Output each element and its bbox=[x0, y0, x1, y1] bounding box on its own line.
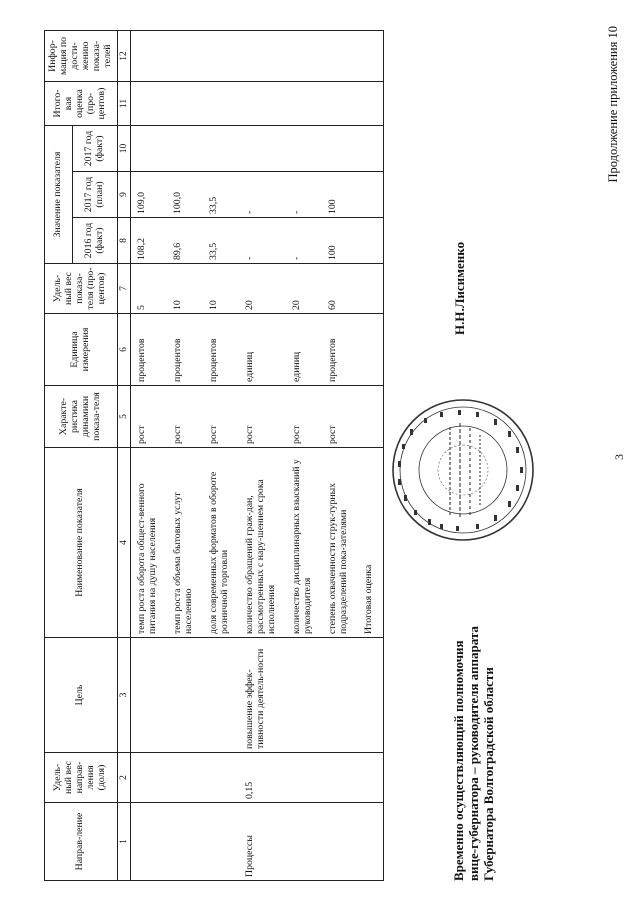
table-cell bbox=[358, 314, 383, 386]
column-number-cell: 6 bbox=[117, 314, 131, 386]
table-row bbox=[167, 31, 203, 881]
column-number-cell: 11 bbox=[117, 82, 131, 126]
table-cell: 5 bbox=[131, 264, 167, 314]
table-cell bbox=[239, 31, 286, 82]
column-number-cell: 7 bbox=[117, 264, 131, 314]
header-cell: 2017 год (план) bbox=[72, 172, 117, 218]
header-cell: Удель-ный вес показа-теля (про-центов) bbox=[45, 264, 118, 314]
table-cell: 33,5 bbox=[203, 218, 239, 264]
table-cell bbox=[322, 31, 358, 82]
table-cell: доля современных форматов в обороте розничной торговли bbox=[203, 448, 239, 638]
table-cell bbox=[358, 638, 383, 753]
table-cell bbox=[286, 753, 322, 803]
table-row bbox=[286, 31, 322, 881]
table-cell: рост bbox=[286, 386, 322, 448]
table-row bbox=[358, 31, 383, 881]
table-cell: повышение эффек-тивности деятель-ности bbox=[239, 638, 286, 753]
table-cell: 109,0 bbox=[131, 172, 167, 218]
header-cell: Удель-ный вес направ-ления (доля) bbox=[45, 753, 118, 803]
table-cell bbox=[131, 803, 167, 881]
table-cell: процентов bbox=[203, 314, 239, 386]
table-cell: 20 bbox=[239, 264, 286, 314]
table-cell bbox=[239, 126, 286, 172]
header-cell: Характе-ристика динамики показа-теля bbox=[45, 386, 118, 448]
table-row bbox=[239, 31, 286, 881]
table-cell bbox=[358, 803, 383, 881]
table-cell: - bbox=[239, 218, 286, 264]
header-cell: Цель bbox=[45, 638, 118, 753]
column-number-cell: 8 bbox=[117, 218, 131, 264]
table-cell bbox=[239, 82, 286, 126]
table-cell bbox=[203, 638, 239, 753]
table-cell: - bbox=[286, 172, 322, 218]
header-cell: Направ-ление bbox=[45, 803, 118, 881]
table-cell: - bbox=[286, 218, 322, 264]
table-cell: Процессы bbox=[239, 803, 286, 881]
table-cell bbox=[358, 31, 383, 82]
table-cell: темп роста объема бытовых услуг населению bbox=[167, 448, 203, 638]
table-cell: 100 bbox=[322, 218, 358, 264]
table-cell bbox=[322, 803, 358, 881]
table-row bbox=[131, 31, 167, 881]
table-cell: рост bbox=[239, 386, 286, 448]
table-cell: 60 bbox=[322, 264, 358, 314]
table-cell: Итоговая оценка bbox=[358, 448, 383, 638]
table-cell: 20 bbox=[286, 264, 322, 314]
table-cell bbox=[167, 638, 203, 753]
header-cell: 2017 год (факт) bbox=[72, 126, 117, 172]
table-cell: рост bbox=[167, 386, 203, 448]
column-number-cell: 12 bbox=[117, 31, 131, 82]
table-cell: процентов bbox=[167, 314, 203, 386]
header-row bbox=[45, 31, 73, 881]
table-row bbox=[322, 31, 358, 881]
table-cell: единиц bbox=[286, 314, 322, 386]
signature-line: Губернатора Волгоградской области bbox=[480, 667, 496, 881]
table-cell bbox=[203, 31, 239, 82]
table-cell bbox=[358, 753, 383, 803]
table-cell bbox=[322, 753, 358, 803]
table-cell: 0,15 bbox=[239, 753, 286, 803]
table-cell: единиц bbox=[239, 314, 286, 386]
table-cell: 100,0 bbox=[167, 172, 203, 218]
column-number-cell: 2 bbox=[117, 753, 131, 803]
column-number-cell: 9 bbox=[117, 172, 131, 218]
official-seal-icon bbox=[388, 395, 538, 545]
table-cell bbox=[358, 126, 383, 172]
table-cell bbox=[167, 126, 203, 172]
table-cell: процентов bbox=[322, 314, 358, 386]
table-cell: рост bbox=[131, 386, 167, 448]
table-cell: процентов bbox=[131, 314, 167, 386]
table-cell bbox=[167, 753, 203, 803]
continuation-label: Продолжение приложения 10 bbox=[606, 26, 620, 183]
header-cell: Единица измерения bbox=[45, 314, 118, 386]
signature-line: вице-губернатора – руководителя аппарата bbox=[465, 626, 481, 881]
table-cell bbox=[203, 803, 239, 881]
table-cell bbox=[286, 82, 322, 126]
table-cell bbox=[203, 126, 239, 172]
table-body bbox=[131, 31, 384, 881]
table-cell bbox=[286, 31, 322, 82]
table-cell bbox=[322, 126, 358, 172]
table-cell bbox=[358, 82, 383, 126]
table-cell bbox=[322, 638, 358, 753]
column-number-cell: 10 bbox=[117, 126, 131, 172]
table-cell: - bbox=[239, 172, 286, 218]
table-cell: 89,6 bbox=[167, 218, 203, 264]
table-cell bbox=[286, 803, 322, 881]
table-cell bbox=[167, 803, 203, 881]
table-cell bbox=[358, 172, 383, 218]
table-cell bbox=[203, 82, 239, 126]
header-cell: Итого-вая оценка (про-центов) bbox=[45, 82, 118, 126]
signature-line: Временно осуществляющий полномочия bbox=[451, 640, 466, 881]
table-cell bbox=[358, 386, 383, 448]
table-cell: 33,5 bbox=[203, 172, 239, 218]
header-group-cell: Значение показателя bbox=[45, 126, 73, 264]
signer-name: Н.Н.Лисименко bbox=[452, 241, 467, 335]
table-cell: 108,2 bbox=[131, 218, 167, 264]
page-number: 3 bbox=[612, 454, 626, 460]
table-cell: степень охваченности струк-турных подразделений пока-зателями bbox=[322, 448, 358, 638]
table-cell bbox=[131, 638, 167, 753]
table-cell bbox=[131, 126, 167, 172]
table-cell bbox=[131, 753, 167, 803]
table-cell: рост bbox=[203, 386, 239, 448]
table-cell bbox=[358, 264, 383, 314]
indicators-table bbox=[44, 30, 384, 881]
table-row bbox=[203, 31, 239, 881]
table-cell: 100 bbox=[322, 172, 358, 218]
table-cell bbox=[203, 753, 239, 803]
table-cell: 10 bbox=[203, 264, 239, 314]
table-cell: рост bbox=[322, 386, 358, 448]
column-number-cell: 5 bbox=[117, 386, 131, 448]
table-cell bbox=[167, 82, 203, 126]
table-cell bbox=[322, 82, 358, 126]
table-cell bbox=[358, 218, 383, 264]
column-number-cell: 4 bbox=[117, 448, 131, 638]
table-cell bbox=[286, 126, 322, 172]
table-cell bbox=[167, 31, 203, 82]
column-number-cell: 1 bbox=[117, 803, 131, 881]
table-cell: 10 bbox=[167, 264, 203, 314]
table-cell: количество дисциплинарных взысканий у руководителя bbox=[286, 448, 322, 638]
table-cell bbox=[131, 31, 167, 82]
table-cell: количество обращений граж-дан, рассмотренных с нару-шением срока исполнения bbox=[239, 448, 286, 638]
table-cell bbox=[131, 82, 167, 126]
table-cell: темп роста оборота общест-венного питания на душу населения bbox=[131, 448, 167, 638]
column-number-row bbox=[117, 31, 131, 881]
header-cell: Инфор-мация по дости-жению показа-телей bbox=[45, 31, 118, 82]
table-cell bbox=[286, 638, 322, 753]
header-cell: Наименование показателя bbox=[45, 448, 118, 638]
header-cell: 2016 год (факт) bbox=[72, 218, 117, 264]
column-number-cell: 3 bbox=[117, 638, 131, 753]
